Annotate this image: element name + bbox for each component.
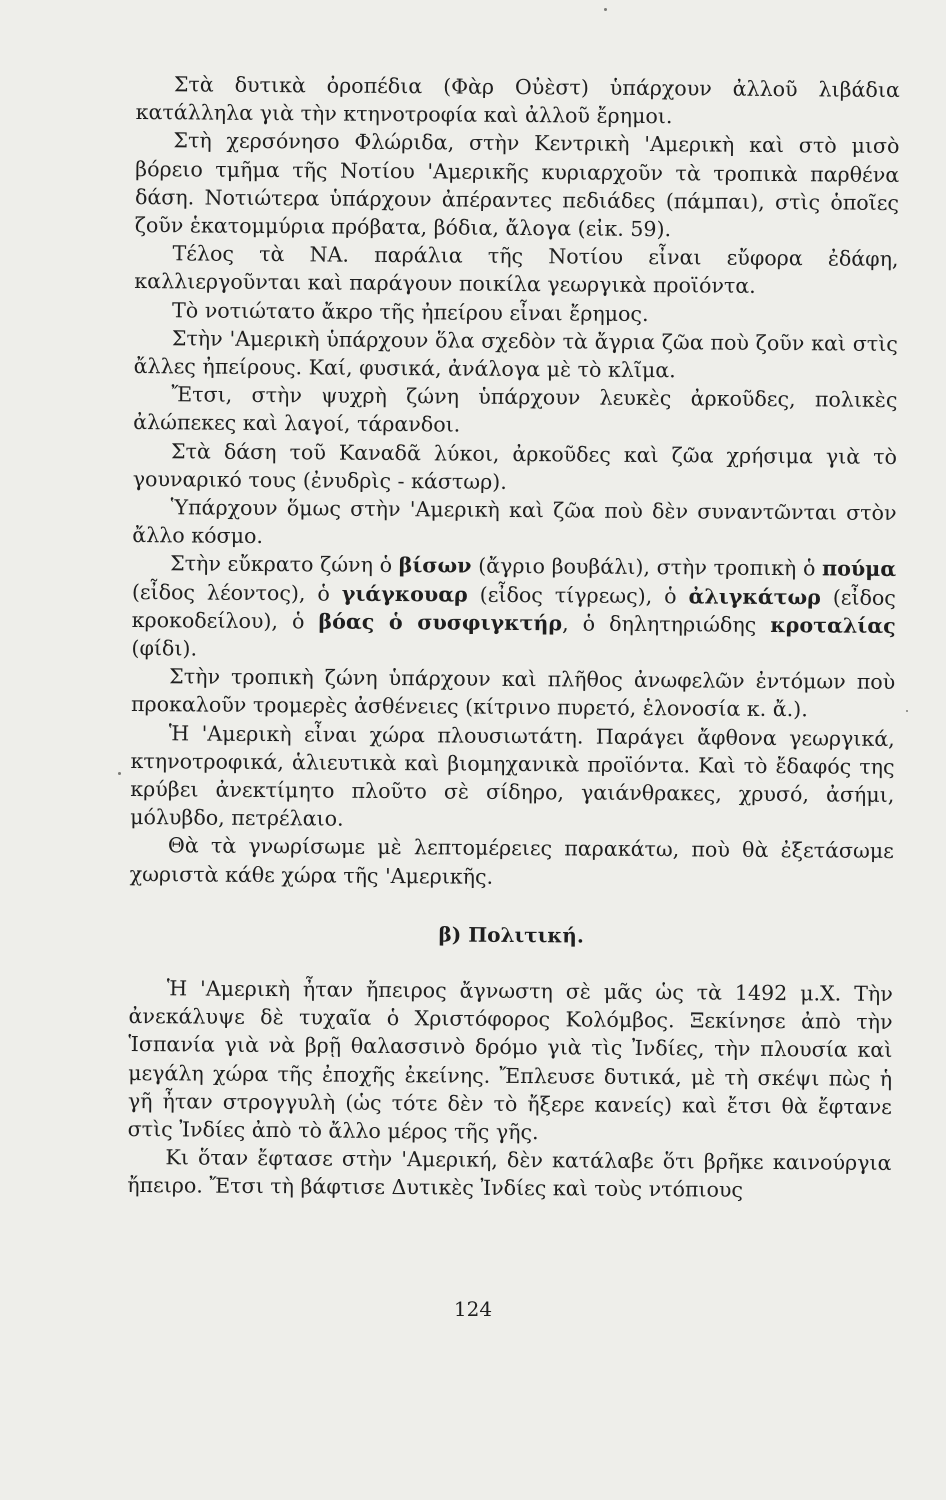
section-heading-politics: β) Πολιτική. <box>438 922 584 948</box>
animal-name-jaguar: γιάγκουαρ <box>341 581 468 607</box>
paragraph-columbus-arrival: Κι ὅταν ἔφτασε στὴν 'Αμερική, δὲν κατάλαβε ὅτι βρῆκε καινούργια ἤπειρο. Ἔτσι τὴ βάφτισε Δυτικὲς Ἰνδίες καὶ τοὺς ντόπιους <box>127 1145 892 1203</box>
paragraph-animal-list <box>131 549 896 668</box>
page-number: 124 <box>453 1297 493 1321</box>
paragraph-details: Θὰ τὰ γνωρίσωμε μὲ λεπτομέρειες παρακάτω, ποὺ θὰ ἐξετάσωμε χωριστὰ κάθε χώρα τῆς 'Αμερικῆς. <box>129 833 894 889</box>
paragraph-insects: Στὴν τροπικὴ ζώνη ὑπάρχουν καὶ πλῆθος ἀνωφελῶν ἐντόμων ποὺ προκαλοῦν τρομερὲς ἀσθένειες (κίτρινο πυρετό, ἑλονοσία κ. ἄ.). <box>130 664 896 722</box>
paragraph-discovery: Ἡ 'Αμερικὴ ἦταν ἤπειρος ἄγνωστη σὲ μᾶς ὡς τὰ 1492 μ.Χ. Τὴν ἀνεκάλυψε δὲ τυχαῖα ὁ Χριστόφορος Κολόμβος. Ξεκίνησε ἀπὸ τὴν Ἱσπανία γιὰ νὰ βρῇ θαλασσινὸ δρόμο γιὰ τὶς Ἰνδίες, τὴν πλουσία καὶ μεγάλη χώρα τῆς ἐποχῆς ἐκείνης. Ἔπλευσε δυτικά, μὲ τὴ σκέψι πὼς ἡ γῆ ἦταν στρογγυλὴ (ὡς τότε δὲν τὸ ἤξερε κανείς) καὶ ἔτσι θὰ ἔφτανε στὶς Ἰνδίες ἀπὸ τὸ ἄλλο μέρος τῆς γῆς. <box>127 976 893 1145</box>
animal-text: (ἄγριο βουβάλι), στὴν τροπικὴ ὁ <box>471 554 823 581</box>
animal-name-rattlesnake: κροταλίας <box>770 612 896 638</box>
animal-text: (εἶδος λέοντος), ὁ <box>131 579 342 606</box>
animal-text: (φίδι). <box>131 636 198 661</box>
animal-name-boa: βόας ὁ συσφιγκτήρ <box>318 609 563 636</box>
paragraph-wealth: Ἡ 'Αμερικὴ εἶναι χώρα πλουσιωτάτη. Παράγει ἄφθονα γεωργικά, κτηνοτροφικά, ἁλιευτικὰ καὶ βιομηχανικὰ προϊόντα. Καὶ τὸ ἔδαφός της κρύβει ἀνεκτίμητο πλοῦτο σὲ σίδηρο, γαιάνθρακες, χρυσό, ἀσήμι, μόλυβδο, πετρέλαιο. <box>130 720 895 831</box>
ink-speck <box>604 8 607 11</box>
paragraph-wild-animals: Στὴν 'Αμερικὴ ὑπάρχουν ὅλα σχεδὸν τὰ ἄγρια ζῶα ποὺ ζοῦν καὶ στὶς ἄλλες ἠπείρους. Καί, φυσικά, ἀνάλογα μὲ τὸ κλῖμα. <box>133 326 898 383</box>
animal-text: Στὴν εὔκρατο ζώνη ὁ <box>170 551 399 578</box>
animal-name-bison: βίσων <box>398 553 472 579</box>
paragraph-cold-zone: Ἔτσι, στὴν ψυχρὴ ζώνη ὑπάρχουν λευκὲς ἀρκοῦδες, πολικὲς ἀλώπεκες καὶ λαγοί, τάρανδοι. <box>133 382 898 437</box>
animal-text: (εἶδος τίγρεως), ὁ <box>467 582 689 609</box>
animal-name-alligator: ἀλιγκάτωρ <box>688 584 821 610</box>
paragraph-unique-animals: Ὑπάρχουν ὅμως στὴν 'Αμερικὴ καὶ ζῶα ποὺ δὲν συναντῶνται στὸν ἄλλο κόσμο. <box>132 495 897 549</box>
ink-speck <box>906 710 908 712</box>
body-text <box>127 70 900 1205</box>
animal-name-puma: πούμα <box>821 556 897 582</box>
paragraph-plateaus: Στὰ δυτικὰ ὀροπέδια (Φὰρ Οὐὲστ) ὑπάρχουν ἀλλοῦ λιβάδια κατάλληλα γιὰ τὴν κτηνοτροφία καὶ ἀλλοῦ ἔρημοι. <box>135 72 900 129</box>
animal-text: , ὁ δηλητηριώδης <box>562 611 771 637</box>
paragraph-canada-forests: Στὰ δάση τοῦ Καναδᾶ λύκοι, ἀρκοῦδες καὶ ζῶα χρήσιμα γιὰ τὸ γουναρικό τους (ἐνυδρὶς - κάστωρ). <box>132 438 898 494</box>
ink-speck <box>118 772 121 775</box>
paragraph-forests: Στὴ χερσόνησο Φλώριδα, στὴν Κεντρικὴ 'Αμερικὴ καὶ στὸ μισὸ βόρειο τμῆμα τῆς Νοτίου 'Αμερικῆς κυριαρχοῦν τὰ τροπικὰ παρθένα δάση. Νοτιώτερα ὑπάρχουν ἀπέραντες πεδιάδες (πάμπαι), στὶς ὁποῖες ζοῦν ἑκατομμύρια πρόβατα, βόδια, ἄλογα (εἰκ. 59). <box>134 128 900 242</box>
animal-text: (εἶδος κροκοδείλου), ὁ <box>131 585 896 634</box>
paragraph-southeast-coast: Τέλος τὰ ΝΑ. παράλια τῆς Νοτίου εἶναι εὔφορα ἐδάφη, καλλιεργοῦνται καὶ παράγουν ποικίλα γεωργικὰ προϊόντα. <box>134 241 899 299</box>
paragraph-southern-tip: Τὸ νοτιώτατο ἄκρο τῆς ἠπείρου εἶναι ἔρημος. <box>172 297 649 326</box>
